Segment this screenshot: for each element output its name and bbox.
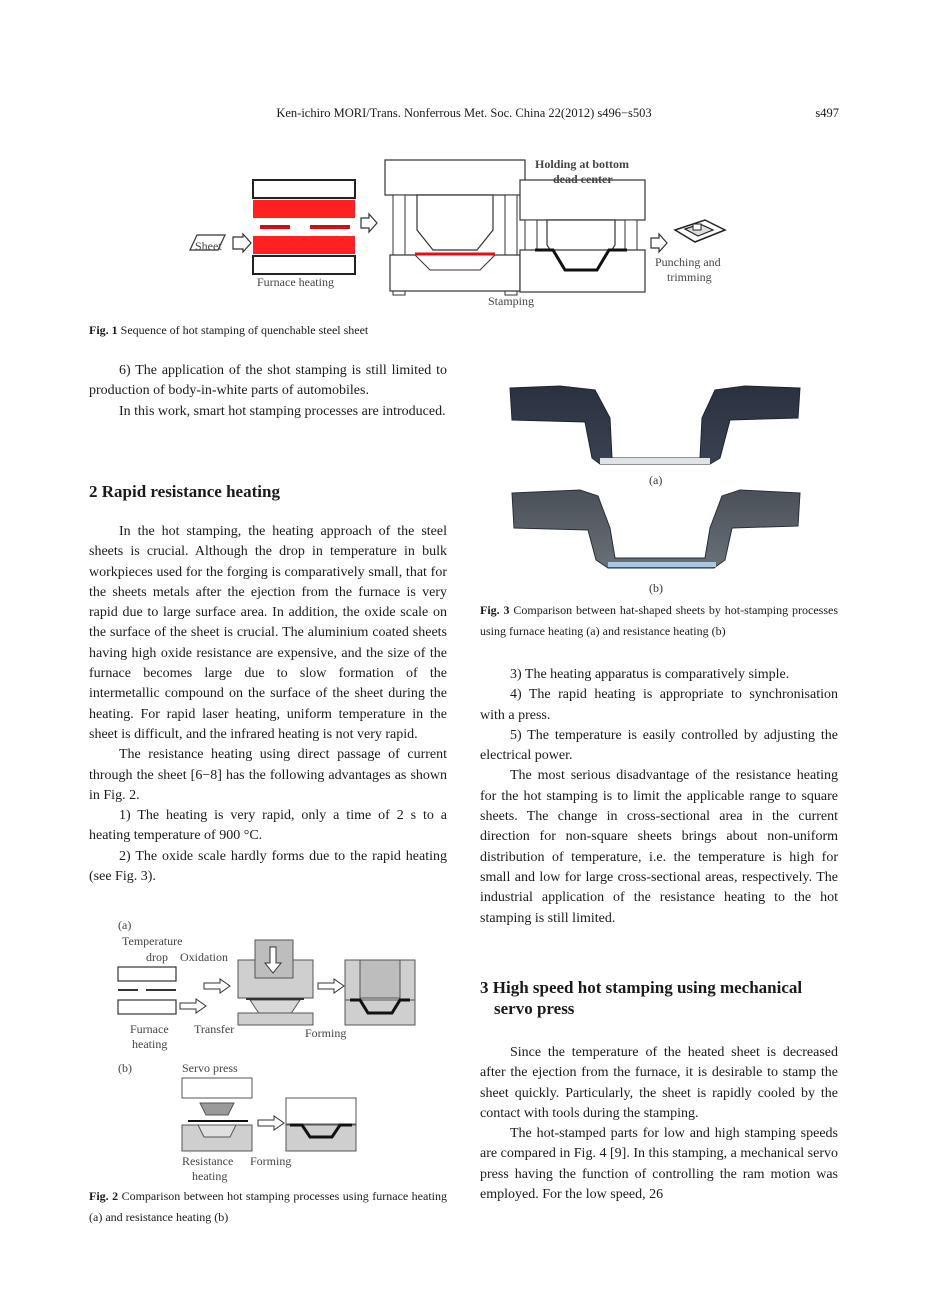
fig2-label-resistance: Resistance <box>182 1154 234 1168</box>
right-paragraph-5: Since the temperature of the heated sheet is decreased after the ejection from the furnace, it is desirable to stamp the sheet quickly. Particularly, the sheet is rapidly cooled by the contact with tools during the stamping. <box>480 1045 838 1121</box>
fig2-label-servo-press: Servo press <box>182 1061 238 1075</box>
right-column-body <box>480 665 838 929</box>
fig1-caption-text: Sequence of hot stamping of quenchable steel sheet <box>117 323 369 337</box>
fig1-diagram <box>185 150 745 315</box>
left-column-top <box>89 361 447 422</box>
fig2-diagram <box>110 915 430 1185</box>
fig2-label-transfer: Transfer <box>194 1022 235 1036</box>
fig1-arrow-3 <box>651 234 667 252</box>
fig1-label-furnace: Furnace heating <box>257 275 334 289</box>
left-paragraph-1: 6) The application of the shot stamping is still limited to production of body-in-white parts of automobiles. <box>89 363 447 399</box>
fig2-label-b: (b) <box>118 1061 132 1075</box>
left-paragraph-3: In the hot stamping, the heating approach of the steel sheets is crucial. Although the drop in temperature in bulk workpieces used for the forging is comparatively small, that for the sheets metals after the ejection from the furnace is very rapid due to large surface area. In addition, the oxide scale on the surface of the sheet is crucial. The aluminium coated sheets having high oxide resistance are expensive, and the size of the furnace becomes large due to slow formation of the intermetallic compound on the surface of the sheet during the heating. For rapid laser heating, uniform temperature in the sheet is difficult, and the infrared heating is not very rapid. <box>89 524 447 742</box>
fig2-label-temperature: Temperature <box>122 934 183 948</box>
fig1-arrow-1 <box>233 234 251 252</box>
left-paragraph-5: 1) The heating is very rapid, only a time of 2 s to a heating temperature of 900 °C. <box>89 808 447 844</box>
right-paragraph-3: 5) The temperature is easily controlled by adjusting the electrical power. <box>480 727 838 764</box>
right-column-bottom <box>480 1043 838 1205</box>
fig1-label-punching-1: Punching and <box>655 255 721 269</box>
left-paragraph-2: In this work, smart hot stamping processes are introduced. <box>119 403 446 419</box>
left-paragraph-6: 2) The oxide scale hardly forms due to the rapid heating (see Fig. 3). <box>89 848 447 885</box>
fig2-caption-text: Comparison between hot stamping processes using furnace heating (a) and resistance heating (b) <box>89 1189 447 1224</box>
section-3-heading <box>480 977 838 1019</box>
fig2-label-a: (a) <box>118 918 132 932</box>
fig1-furnace-lower-heater <box>253 236 355 254</box>
running-title: Ken-ichiro MORI/Trans. Nonferrous Met. Soc. China 22(2012) s496−s503 <box>276 106 652 120</box>
fig1-label-punching-2: trimming <box>667 270 712 284</box>
fig3-caption-label: Fig. 3 <box>480 603 510 617</box>
right-paragraph-2: 4) The rapid heating is appropriate to synchronisation with a press. <box>480 687 838 723</box>
right-paragraph-1: 3) The heating apparatus is comparatively simple. <box>510 667 790 682</box>
fig2-arrow-2 <box>318 979 344 993</box>
fig3-caption-text: Comparison between hat-shaped sheets by hot-stamping processes using furnace heating (a) and resistance heating (b) <box>480 603 838 638</box>
right-paragraph-4: The most serious disadvantage of the resistance heating for the hot stamping is to limit the applicable range to square sheets. The change in cross-sectional area in the current direction for non-square sheets brings about non-uniform distribution of temperature, i.e. the temperature is high for small and low for large cross-sectional areas, respectively. The industrial application of the resistance heating to the hot stamping is still limited. <box>480 768 838 926</box>
section-3-heading-line-2: servo press <box>494 999 575 1018</box>
fig1-furnace-upper-heater <box>253 200 355 218</box>
right-paragraph-6: The hot-stamped parts for low and high stamping speeds are compared in Fig. 4 [9]. In this stamping, a mechanical servo press having the function of controlling the ram motion was employed. For the low speed, 26 <box>480 1126 838 1203</box>
fig2-arrow-3 <box>180 999 206 1013</box>
fig3-label-a: (a) <box>649 473 663 487</box>
section-2-heading: 2 Rapid resistance heating <box>89 482 280 501</box>
fig2-arrow-4 <box>258 1116 284 1130</box>
fig3-photos <box>500 378 810 596</box>
fig1-arrow-2 <box>361 214 377 232</box>
fig2-caption-label: Fig. 2 <box>89 1189 119 1203</box>
fig2-arrow-1 <box>204 979 230 993</box>
fig2-label-heating-b: heating <box>192 1169 228 1183</box>
fig3-caption <box>480 600 838 642</box>
section-3-heading-line-1: 3 High speed hot stamping using mechanical <box>480 978 803 997</box>
fig2-label-forming-a: Forming <box>305 1026 347 1040</box>
fig1-caption <box>89 320 839 341</box>
fig3-part-b <box>512 490 800 568</box>
fig2-label-furnace: Furnace <box>130 1022 169 1036</box>
fig2-caption <box>89 1186 447 1228</box>
fig1-label-stamping: Stamping <box>488 294 535 308</box>
left-paragraph-4: The resistance heating using direct passage of current through the sheet [6−8] has the following advantages as shown in Fig. 2. <box>89 747 447 803</box>
fig3-label-b: (b) <box>649 581 663 595</box>
page-number: s497 <box>815 106 839 120</box>
left-column-body <box>89 522 447 887</box>
fig2-label-forming-b: Forming <box>250 1154 292 1168</box>
fig1-label-holding-1: Holding at bottom <box>535 157 630 171</box>
fig3-part-a <box>510 386 800 464</box>
fig1-label-holding-2: dead center <box>553 172 613 186</box>
fig1-label-sheet-text: Sheet <box>195 239 222 253</box>
fig2-label-oxidation: Oxidation <box>180 950 228 964</box>
fig1-caption-label: Fig. 1 <box>89 323 118 337</box>
fig2-label-heating-a: heating <box>132 1037 168 1051</box>
fig2-label-drop: drop <box>146 950 168 964</box>
